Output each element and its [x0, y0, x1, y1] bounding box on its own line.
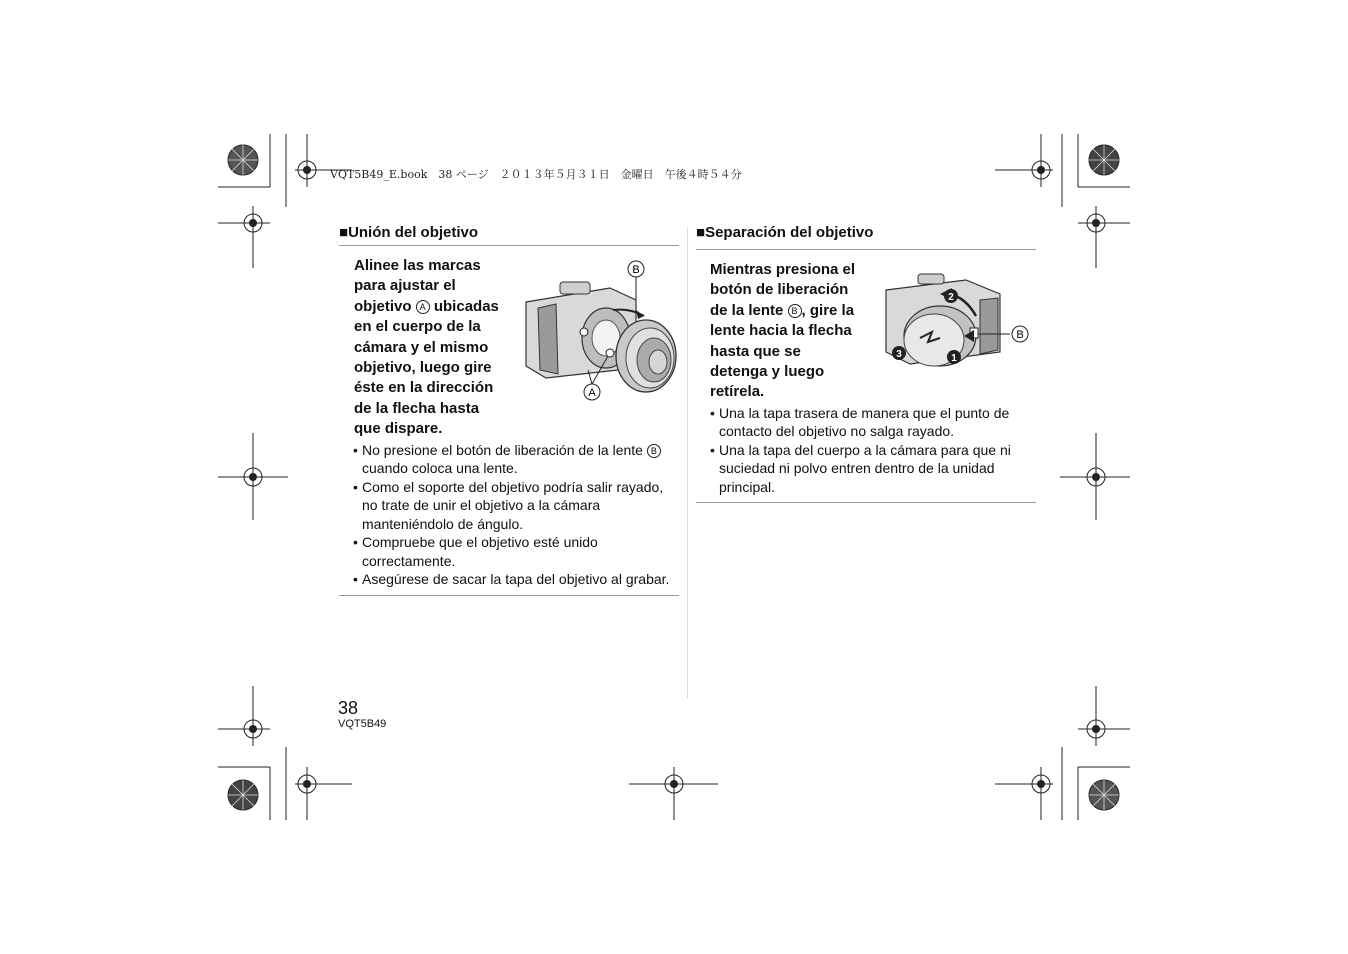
- model-code: VQT5B49: [338, 718, 387, 730]
- list-item: • Compruebe que el objetivo esté unido correctamente.: [353, 533, 679, 570]
- section-end-rule: [696, 502, 1036, 503]
- label-a-icon: A: [416, 300, 430, 314]
- square-bullet-icon: ■: [696, 224, 706, 241]
- section-rule: [339, 245, 679, 246]
- attach-instruction: Alinee las marcas para ajustar el objetivo A ubicadas en el cuerpo de la cámara y el mismo objetivo, luego gire éste en la dirección de la flecha hasta que dispare.: [354, 257, 499, 438]
- step-1-label: 1: [951, 353, 957, 364]
- list-item: • No presione el botón de liberación de la lente B cuando coloca una lente.: [353, 441, 679, 478]
- attach-notes: [353, 441, 679, 589]
- section-title-attach: ■Unión del objetivo: [339, 224, 479, 241]
- camera-detach-illustration: [880, 272, 1030, 372]
- label-b-icon: B: [788, 304, 802, 318]
- detach-instruction: Mientras presiona el botón de liberación de la lente B , gire la lente hacia la flecha hasta que se detenga y luego retírela.: [710, 261, 856, 401]
- list-item: • Asegúrese de sacar la tapa del objetivo al grabar.: [353, 570, 679, 589]
- section-rule: [696, 249, 1036, 250]
- section-end-rule: [339, 595, 679, 596]
- section-title-detach: ■Separación del objetivo: [696, 224, 874, 241]
- print-header: VQT5B49_E.book 38 ページ ２０１３年５月３１日 金曜日 午後４時５４分: [330, 168, 742, 181]
- camera-attach-illustration: [518, 258, 684, 406]
- step-2-label: 2: [948, 292, 954, 303]
- list-item: • Una la tapa trasera de manera que el punto de contacto del objetivo no salga rayado.: [710, 404, 1036, 441]
- label-b: B: [1016, 329, 1024, 341]
- page-number: 38: [338, 698, 359, 718]
- square-bullet-icon: ■: [339, 224, 349, 241]
- list-item: • Una la tapa del cuerpo a la cámara para que ni suciedad ni polvo entren dentro de la unidad principal.: [710, 441, 1036, 497]
- label-a: A: [588, 387, 596, 399]
- label-b: B: [632, 264, 640, 276]
- detach-notes: [710, 404, 1036, 497]
- step-3-label: 3: [896, 349, 902, 360]
- label-b-icon: B: [647, 444, 661, 458]
- list-item: • Como el soporte del objetivo podría salir rayado, no trate de unir el objetivo a la cámara manteniéndolo de ángulo.: [353, 478, 679, 534]
- column-divider: [687, 228, 688, 698]
